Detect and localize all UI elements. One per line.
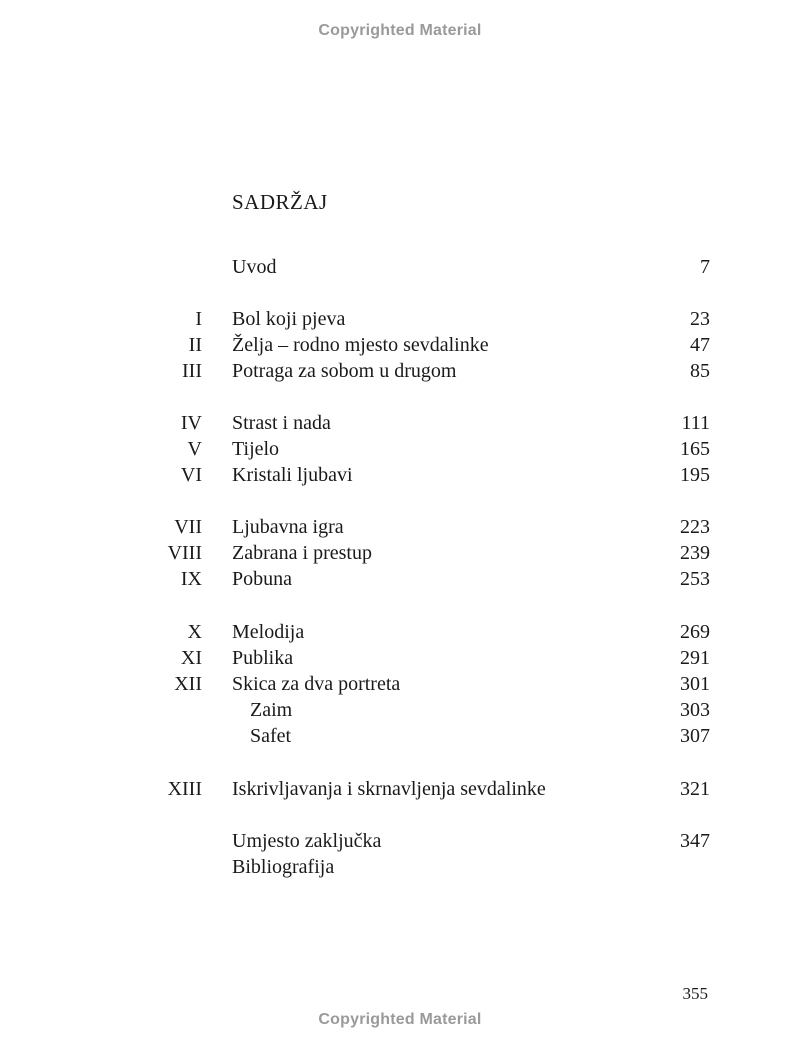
toc-entry-page: 347 [680, 830, 710, 852]
toc-entry-page: 23 [690, 308, 710, 330]
toc-entry-page: 321 [680, 778, 710, 800]
toc-entry-title: Umjesto zaključka [232, 830, 382, 852]
toc-entry-title: Želja – rodno mjesto sevdalinke [232, 334, 489, 356]
toc-entry-page: 111 [681, 412, 710, 434]
toc-entry-chapter-3 [0, 358, 800, 384]
toc-entry-chapter-13 [0, 776, 800, 802]
toc-subentry-zaim [0, 697, 800, 723]
toc-entry-number: VII [174, 516, 202, 538]
toc-entry-number: II [188, 334, 202, 356]
toc-entry-title: Potraga za sobom u drugom [232, 360, 457, 382]
toc-entry-chapter-2 [0, 332, 800, 358]
toc-entry-bibliography [0, 854, 800, 880]
toc-entry-conclusion [0, 828, 800, 854]
toc-entry-title: Iskrivljavanja i skrnavljenja sevdalinke [232, 778, 546, 800]
toc-entry-page: 85 [690, 360, 710, 382]
toc-entry-chapter-9 [0, 566, 800, 592]
toc-entry-title: Melodija [232, 621, 305, 643]
toc-entry-number: XIII [167, 778, 202, 800]
toc-entry-page: 291 [680, 647, 710, 669]
toc-entry-number: IV [180, 412, 202, 434]
toc-entry-page: 223 [680, 516, 710, 538]
toc-entry-number: VIII [167, 542, 202, 564]
toc-entry-page: 47 [690, 334, 710, 356]
copyright-watermark-bottom: Copyrighted Material [318, 1011, 482, 1028]
toc-entry-chapter-7 [0, 514, 800, 540]
toc-subentry-safet [0, 723, 800, 749]
toc-entry-chapter-4 [0, 410, 800, 436]
toc-entry-page: 269 [680, 621, 710, 643]
toc-entry-page: 307 [680, 725, 710, 747]
toc-entry-title: Zabrana i prestup [232, 542, 372, 564]
toc-entry-chapter-12 [0, 671, 800, 697]
toc-entry-uvod [0, 254, 800, 280]
toc-entry-page: 195 [680, 464, 710, 486]
toc-entry-title: Ljubavna igra [232, 516, 344, 538]
toc-entry-number: VI [180, 464, 202, 486]
toc-entry-number: IX [180, 568, 202, 590]
toc-entry-page: 165 [680, 438, 710, 460]
toc-entry-title: Zaim [250, 699, 293, 721]
toc-entry-chapter-1 [0, 306, 800, 332]
toc-entry-page: 303 [680, 699, 710, 721]
toc-entry-title: Pobuna [232, 568, 292, 590]
toc-entry-number: X [187, 621, 202, 643]
toc-entry-number: I [195, 308, 202, 330]
toc-entry-title: Bol koji pjeva [232, 308, 346, 330]
toc-entry-title: Publika [232, 647, 294, 669]
toc-entry-title: Tijelo [232, 438, 280, 460]
toc-entry-page: 253 [680, 568, 710, 590]
page-number: 355 [682, 984, 708, 1003]
toc-entry-title: Bibliografija [232, 856, 335, 878]
toc-entry-page: 301 [680, 673, 710, 695]
toc-entry-page: 7 [700, 256, 710, 278]
copyright-watermark-top: Copyrighted Material [318, 22, 482, 39]
toc-entry-number: III [182, 360, 202, 382]
toc-entry-title: Uvod [232, 256, 277, 278]
toc-entry-page: 239 [680, 542, 710, 564]
toc-entry-title: Safet [250, 725, 292, 747]
toc-entry-chapter-10 [0, 619, 800, 645]
toc-entry-chapter-6 [0, 462, 800, 488]
toc-entry-title: Kristali ljubavi [232, 464, 353, 486]
toc-entry-chapter-11 [0, 645, 800, 671]
toc-entry-chapter-5 [0, 436, 800, 462]
toc-entry-number: XII [174, 673, 202, 695]
toc-entry-chapter-8 [0, 540, 800, 566]
toc-entry-number: V [187, 438, 202, 460]
toc-entry-number: XI [180, 647, 202, 669]
toc-entry-title: Strast i nada [232, 412, 331, 434]
toc-entry-title: Skica za dva portreta [232, 673, 401, 695]
toc-heading: SADRŽAJ [232, 190, 328, 214]
